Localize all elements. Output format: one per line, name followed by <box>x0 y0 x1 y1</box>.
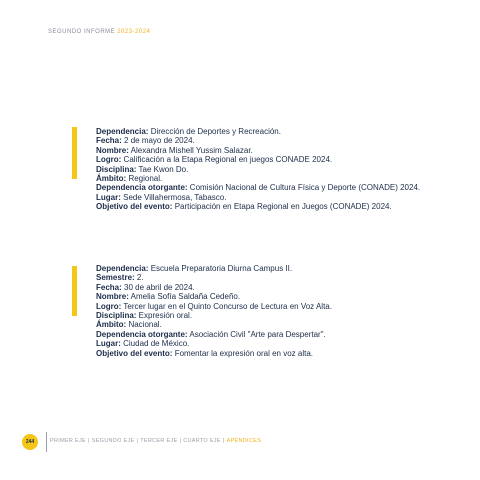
record-field <box>96 264 426 273</box>
field-label: Disciplina: <box>96 164 137 174</box>
record-field <box>96 183 426 192</box>
nav-separator: | <box>88 438 90 444</box>
record-field <box>96 320 426 329</box>
field-value: Sede Villahermosa, Tabasco. <box>120 192 227 202</box>
nav-separator: | <box>179 438 182 444</box>
record-field <box>96 127 426 136</box>
field-label: Dependencia: <box>96 127 149 136</box>
record-field <box>96 155 426 164</box>
field-label: Logro: <box>96 301 122 311</box>
field-label: Ámbito: <box>96 320 127 330</box>
field-value: Tae Kwon Do. <box>136 164 189 174</box>
record-field <box>96 330 426 339</box>
field-label: Semestre: <box>96 273 135 283</box>
field-value: Tercer lugar en el Quinto Concurso de Lectura en Voz Alta. <box>121 301 332 311</box>
field-label: Dependencia: <box>96 264 149 273</box>
record-field <box>96 302 426 311</box>
field-label: Fecha: <box>96 136 122 146</box>
field-label: Nombre: <box>96 292 129 302</box>
record-lines <box>96 127 426 212</box>
header-year: 2023-2024 <box>117 29 151 35</box>
page-number-badge: 244 <box>22 434 38 450</box>
section-nav <box>50 438 261 444</box>
field-value: Fomentar la expresión oral en voz alta. <box>172 348 313 358</box>
field-label: Dependencia otorgante: <box>96 183 188 193</box>
record-field <box>96 292 426 301</box>
field-value: Escuela Preparatoria Diurna Campus II. <box>148 264 293 273</box>
field-value: Alexandra Mishell Yussim Salazar. <box>128 145 253 155</box>
field-label: Lugar: <box>96 192 121 202</box>
record-lines <box>96 264 426 358</box>
accent-bar <box>72 127 77 179</box>
header-label: SEGUNDO INFORME <box>48 29 116 35</box>
nav-separator: | <box>222 438 225 444</box>
field-value: Ciudad de México. <box>120 339 190 349</box>
record-field <box>96 174 426 183</box>
achievement-record <box>96 264 426 358</box>
field-label: Ámbito: <box>96 174 127 184</box>
record-field <box>96 165 426 174</box>
record-field <box>96 283 426 292</box>
record-field <box>96 146 426 155</box>
field-label: Nombre: <box>96 145 129 155</box>
field-value: 2 de mayo de 2024. <box>121 136 195 146</box>
accent-bar <box>72 266 77 316</box>
field-value: 2. <box>134 273 144 283</box>
nav-item-tercer-eje[interactable]: TERCER EJE <box>140 438 178 444</box>
record-field <box>96 202 426 211</box>
field-value: Asociación Civil "Arte para Despertar". <box>187 329 326 339</box>
field-label: Dependencia otorgante: <box>96 329 188 339</box>
record-field <box>96 193 426 202</box>
record-field <box>96 349 426 358</box>
field-value: Expresión oral. <box>136 311 193 321</box>
field-value: Regional. <box>126 174 163 184</box>
field-label: Objetivo del evento: <box>96 202 173 212</box>
footer-divider <box>46 432 47 452</box>
field-value: Dirección de Deportes y Recreación. <box>148 127 281 136</box>
record-field <box>96 311 426 320</box>
nav-item-ap-ndices[interactable]: APÉNDICES <box>226 438 262 444</box>
field-label: Lugar: <box>96 339 121 349</box>
record-field <box>96 273 426 282</box>
field-label: Objetivo del evento: <box>96 348 173 358</box>
nav-separator: | <box>136 438 139 444</box>
achievement-record <box>96 127 426 212</box>
field-value: 30 de abril de 2024. <box>121 282 195 292</box>
record-field <box>96 136 426 145</box>
field-label: Disciplina: <box>96 311 137 321</box>
field-value: Amelia Sofía Saldaña Cedeño. <box>128 292 241 302</box>
field-value: Calificación a la Etapa Regional en juegos CONADE 2024. <box>121 155 333 165</box>
record-field <box>96 339 426 348</box>
running-header <box>48 29 150 35</box>
field-value: Comisión Nacional de Cultura Física y Deporte (CONADE) 2024. <box>187 183 421 193</box>
nav-item-primer-eje[interactable]: PRIMER EJE <box>50 438 87 444</box>
field-label: Fecha: <box>96 282 122 292</box>
field-value: Nacional. <box>126 320 162 330</box>
field-label: Logro: <box>96 155 122 165</box>
page-footer <box>22 434 462 450</box>
nav-item-segundo-eje[interactable]: SEGUNDO EJE <box>91 438 135 444</box>
nav-item-cuarto-eje[interactable]: CUARTO EJE <box>183 438 221 444</box>
field-value: Participación en Etapa Regional en Juegos (CONADE) 2024. <box>172 202 392 212</box>
